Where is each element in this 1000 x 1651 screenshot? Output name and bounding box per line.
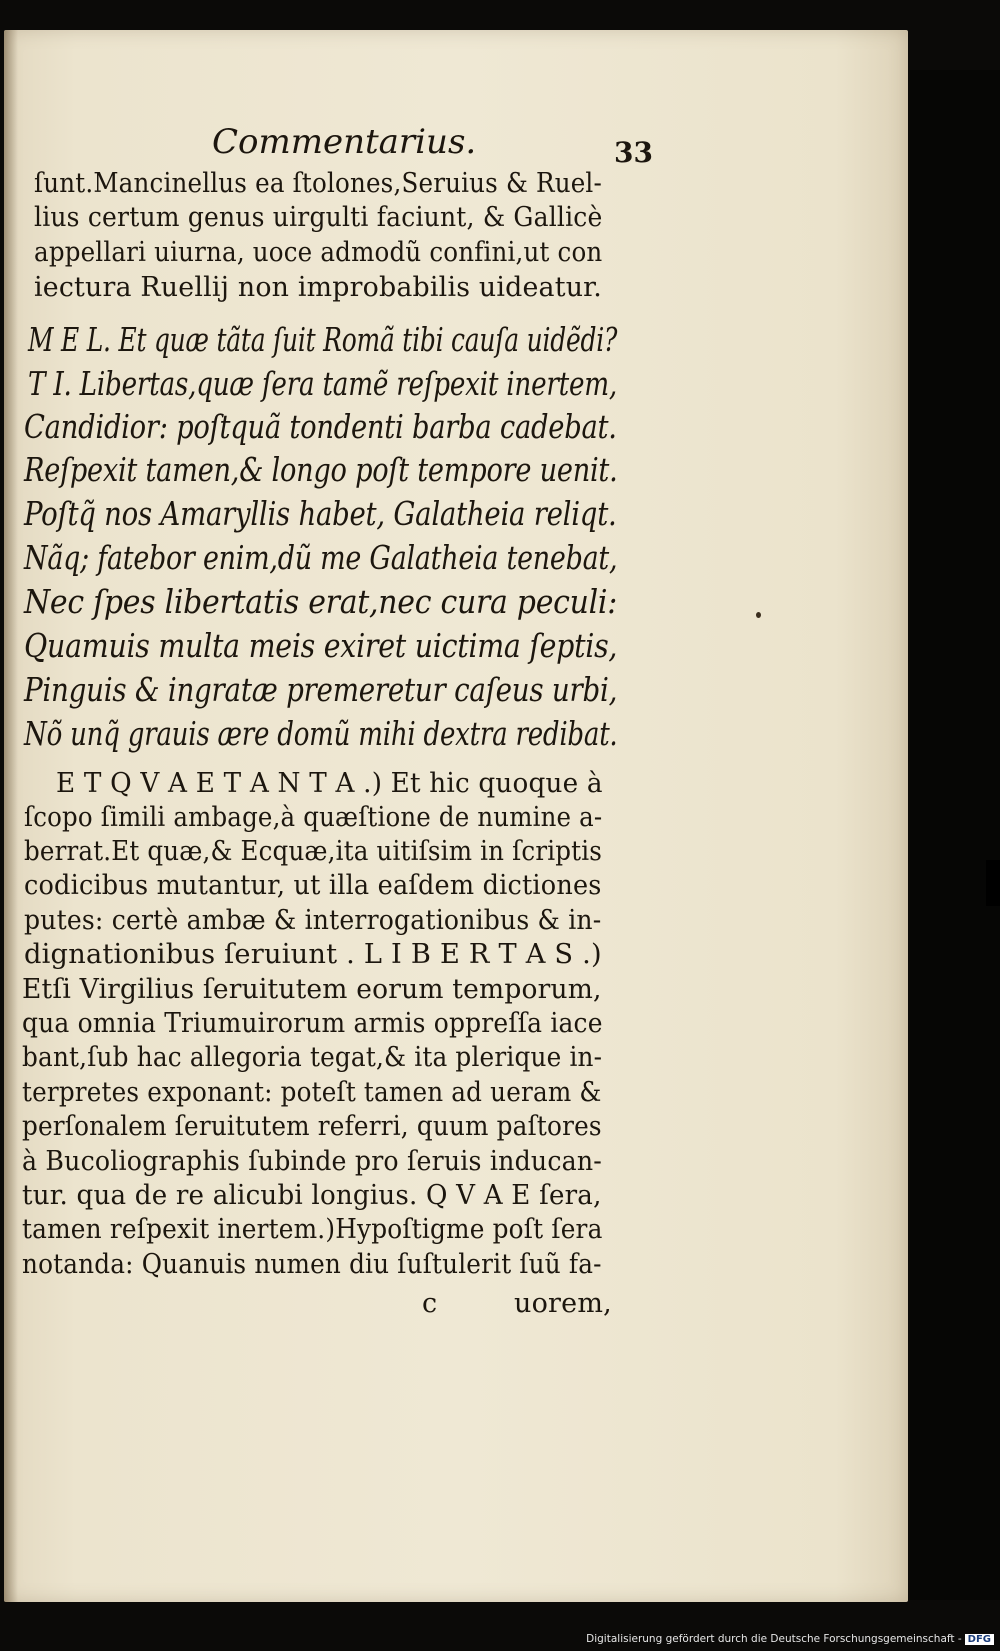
- spine-shadow: [4, 30, 18, 1602]
- verse-line: M E L. Et quæ tãta ſuit Romã tibi cauſa uidẽdi?: [28, 320, 618, 359]
- credit-text: Digitalisierung gefördert durch die Deutsche Forschungsgemeinschaft -: [586, 1633, 962, 1645]
- verse-line: Nãq; fatebor enim,dũ me Galatheia tenebat,: [24, 538, 618, 577]
- verse-line: Poſtq̃ nos Amaryllis habet, Galatheia reliqt.: [24, 494, 617, 533]
- commentary-line: qua omnia Triumuirorum armis oppreſſa iace: [22, 1008, 603, 1039]
- commentary-line: à Bucoliographis ſubinde pro ſeruis inducan-: [22, 1146, 602, 1177]
- commentary-line: notanda: Quanuis numen diu ſuſtulerit ſuũ fa-: [22, 1249, 602, 1280]
- catchword: uorem,: [514, 1288, 612, 1319]
- signature-mark: c: [422, 1288, 438, 1319]
- verse-line: Candidior: poſtquã tondenti barba cadebat.: [24, 407, 617, 446]
- commentary-line: putes: certè ambæ & interrogationibus & in-: [24, 905, 602, 936]
- verse-line: Reſpexit tamen,& longo poſt tempore uenit.: [24, 450, 618, 489]
- commentary-line: E T Q V A E T A N T A .) Et hic quoque à: [56, 768, 603, 799]
- commentary-line: codicibus mutantur, ut illa eaſdem dictiones: [24, 870, 602, 901]
- commentary-line: tamen reſpexit inertem.)Hypoſtigme poſt ſera: [22, 1214, 603, 1245]
- scanned-page: [4, 30, 908, 1602]
- running-head: Commentarius.: [212, 122, 477, 162]
- commentary-line: berrat.Et quæ,& Ecquæ,ita uitiſsim in ſcriptis: [24, 836, 603, 867]
- commentary-line: terpretes exponant: poteſt tamen ad ueram &: [22, 1077, 602, 1108]
- commentary-line: appellari uiurna, uoce admodũ confini,ut con: [34, 237, 603, 268]
- verse-line: Nõ unq̃ grauis ære domũ mihi dextra redibat.: [24, 714, 618, 753]
- dfg-logo: DFG: [965, 1634, 994, 1645]
- page-tab: [986, 860, 1000, 906]
- commentary-line: ſcopo ſimili ambage,à quæſtione de numine a-: [24, 802, 603, 833]
- verse-line: Quamuis multa meis exiret uictima ſeptis,: [24, 626, 618, 665]
- book-cover-edge: [910, 70, 1000, 1600]
- commentary-line: ſunt.Mancinellus ea ſtolones,Seruius & Ruel-: [34, 168, 602, 199]
- digitization-credit: [586, 1633, 994, 1645]
- commentary-line: tur. qua de re alicubi longius. Q V A E ſera,: [22, 1180, 602, 1211]
- commentary-line: lius certum genus uirgulti faciunt, & Gallicè: [34, 202, 603, 233]
- page-number: 33: [614, 136, 653, 169]
- ink-speck: [756, 612, 761, 618]
- commentary-line: iectura Ruellij non improbabilis uideatur.: [34, 272, 602, 303]
- commentary-line: bant,ſub hac allegoria tegat,& ita plerique in-: [22, 1042, 603, 1073]
- commentary-line: dignationibus ſeruiunt . L I B E R T A S .): [24, 939, 602, 970]
- verse-line: T I. Libertas,quæ ſera tamẽ reſpexit inertem,: [28, 364, 617, 403]
- verse-line: Nec ſpes libertatis erat,nec cura peculi:: [24, 582, 618, 621]
- commentary-line: Etſi Virgilius ſeruitutem eorum temporum,: [22, 974, 602, 1005]
- verse-line: Pinguis & ingratæ premeretur caſeus urbi,: [24, 670, 618, 709]
- commentary-line: perſonalem ſeruitutem referri, quum paſtores: [22, 1111, 602, 1142]
